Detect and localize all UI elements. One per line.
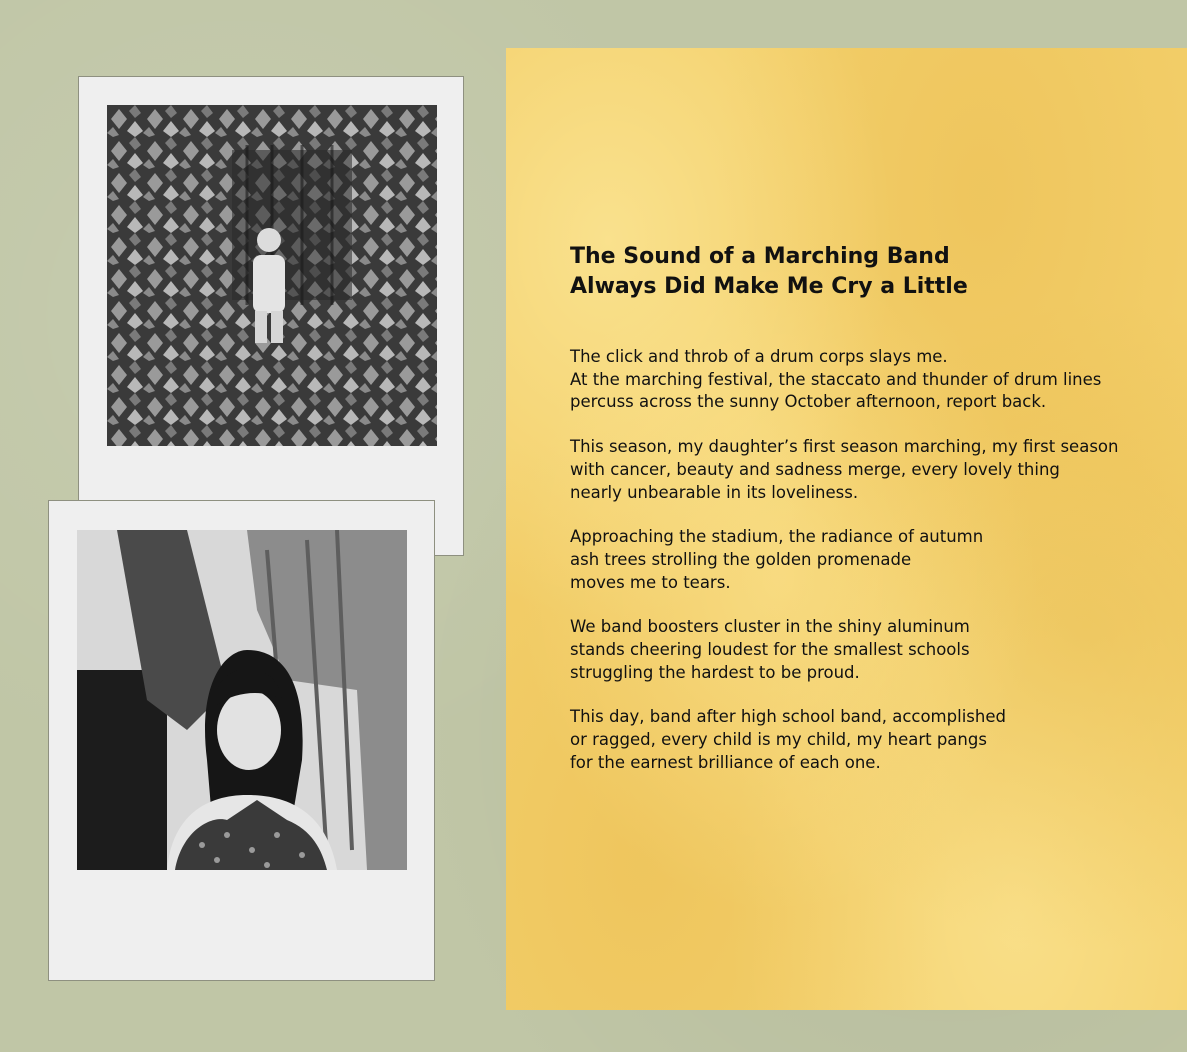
poem-line: or ragged, every child is my child, my heart pangs: [570, 730, 987, 750]
poem-title-line: The Sound of a Marching Band: [570, 244, 950, 269]
poem-line: ash trees strolling the golden promenade: [570, 549, 912, 569]
poem-line: This season, my daughter’s first season marching, my first season: [570, 437, 1119, 457]
poem-line: We band boosters cluster in the shiny aluminum: [570, 617, 970, 637]
poem-line: The click and throb of a drum corps slays me.: [570, 347, 948, 366]
stanza: [570, 346, 1170, 414]
poem-line: nearly unbearable in its loveliness.: [570, 482, 859, 502]
poem-line: This day, band after high school band, accomplished: [570, 707, 1006, 727]
poem-line: At the marching festival, the staccato and thunder of drum lines: [570, 369, 1102, 389]
poem-line: Approaching the stadium, the radiance of autumn: [570, 527, 984, 547]
stanza: [570, 616, 1170, 684]
stanza: [570, 526, 1170, 594]
poem-title-line: Always Did Make Me Cry a Little: [570, 274, 968, 299]
poem-line: moves me to tears.: [570, 572, 731, 592]
stanza: [570, 436, 1170, 504]
photo-woman-by-tree: [77, 530, 407, 870]
poem-line: for the earnest brilliance of each one.: [570, 752, 881, 772]
poem-paper: [506, 48, 1187, 1010]
poem-line: stands cheering loudest for the smallest schools: [570, 640, 970, 660]
stanza: [570, 706, 1170, 774]
polaroid-child-in-ivy: [78, 76, 464, 556]
poem: [570, 242, 1170, 797]
poem-line: struggling the hardest to be proud.: [570, 662, 860, 682]
polaroid-woman-by-tree: [48, 500, 435, 981]
poem-title: [570, 242, 1170, 302]
photo-child-in-ivy: [107, 105, 437, 446]
poem-line: with cancer, beauty and sadness merge, every lovely thing: [570, 459, 1060, 479]
poem-line: percuss across the sunny October afternoon, report back.: [570, 392, 1047, 412]
